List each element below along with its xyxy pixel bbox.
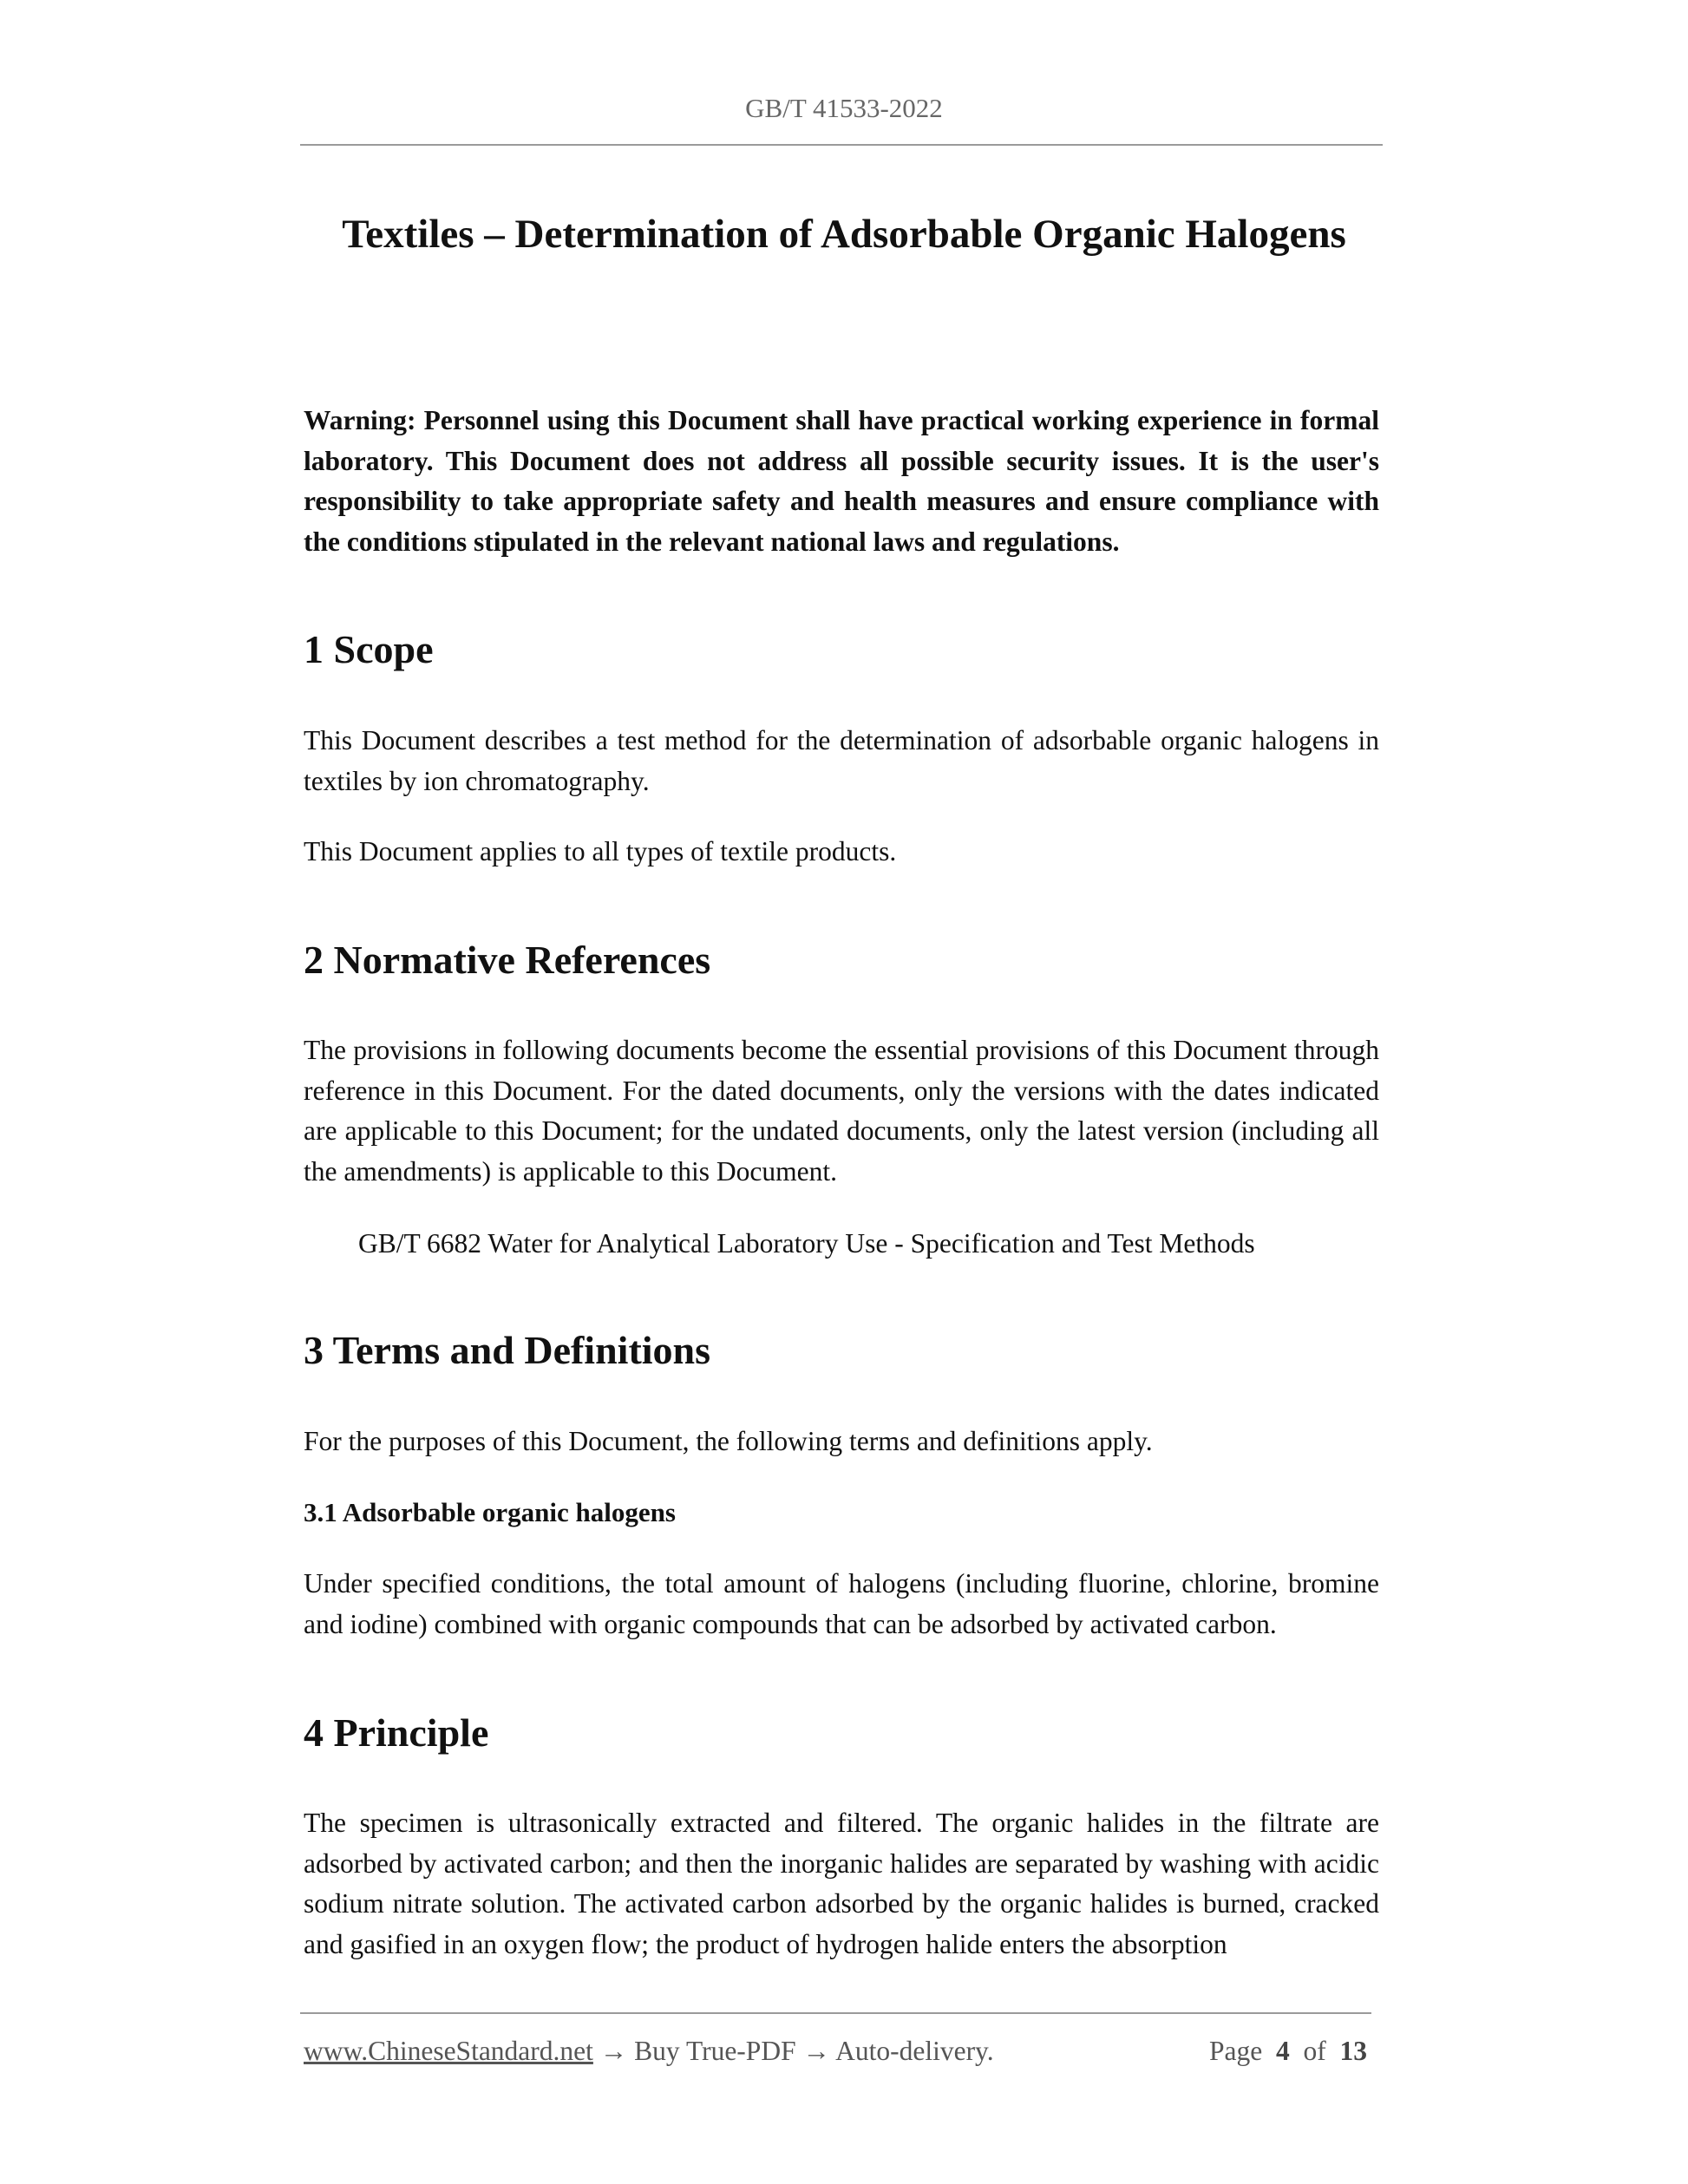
term-definition-3-1: Under specified conditions, the total amount of halogens (including fluorine, chlorine, bromine and iodine) combined with organic compounds that can be adsorbed by activated carbon. xyxy=(304,1568,1379,1639)
page-footer xyxy=(304,2032,1367,2070)
section-heading-terms: 3 Terms and Definitions xyxy=(304,1328,711,1372)
terms-paragraph: For the purposes of this Document, the following terms and definitions apply. xyxy=(304,1426,1153,1456)
warning-paragraph: Warning: Personnel using this Document shall have practical working experience in formal laboratory. This Document does not address all possible security issues. It is the user's responsibility to take appropriate safety and health measures and ensure compliance with the conditions stipulated in the relevant national laws and regulations. xyxy=(304,405,1379,558)
buy-true-pdf-text: Buy True-PDF xyxy=(634,2036,796,2066)
scope-paragraph-2: This Document applies to all types of textile products. xyxy=(304,836,897,866)
footer-divider xyxy=(300,2012,1371,2014)
scope-paragraph-1: This Document describes a test method for the determination of adsorbable organic halogens in textiles by ion chromatography. xyxy=(304,725,1379,796)
principle-paragraph: The specimen is ultrasonically extracted and filtered. The organic halides in the filtrate are adsorbed by activated carbon; and then the inorganic halides are separated by washing with acidic sodium nitrate solution. The activated carbon adsorbed by the organic halides is burned, cracked and gasified in an oxygen flow; the product of hydrogen halide enters the absorption xyxy=(304,1808,1379,1960)
section-heading-normative-references: 2 Normative References xyxy=(304,938,711,982)
page-indicator xyxy=(1209,2032,1367,2070)
document-id-header: GB/T 41533-2022 xyxy=(745,93,943,123)
page-number: 4 xyxy=(1276,2036,1290,2066)
page-label: Page xyxy=(1209,2036,1263,2066)
normative-paragraph: The provisions in following documents become the essential provisions of this Document through reference in this Document. For the dated documents, only the versions with the dates indicated are applicable to this Document; for the undated documents, only the latest version (including all the amendments) is applicable to this Document. xyxy=(304,1035,1379,1187)
of-label: of xyxy=(1303,2036,1326,2066)
arrow-right-icon: → xyxy=(599,2036,628,2066)
header-divider xyxy=(300,144,1383,146)
page-total: 13 xyxy=(1339,2036,1367,2066)
document-title: Textiles – Determination of Adsorbable Organic Halogens xyxy=(342,212,1346,257)
chinese-standard-link[interactable]: www.ChineseStandard.net xyxy=(304,2036,593,2066)
section-heading-principle: 4 Principle xyxy=(304,1710,489,1755)
section-heading-scope: 1 Scope xyxy=(304,627,434,671)
auto-delivery-text: Auto-delivery. xyxy=(835,2036,994,2066)
arrow-right-icon: → xyxy=(802,2036,830,2066)
term-heading-3-1: 3.1 Adsorbable organic halogens xyxy=(304,1497,676,1527)
normative-reference-item: GB/T 6682 Water for Analytical Laboratory Use - Specification and Test Methods xyxy=(358,1228,1255,1259)
